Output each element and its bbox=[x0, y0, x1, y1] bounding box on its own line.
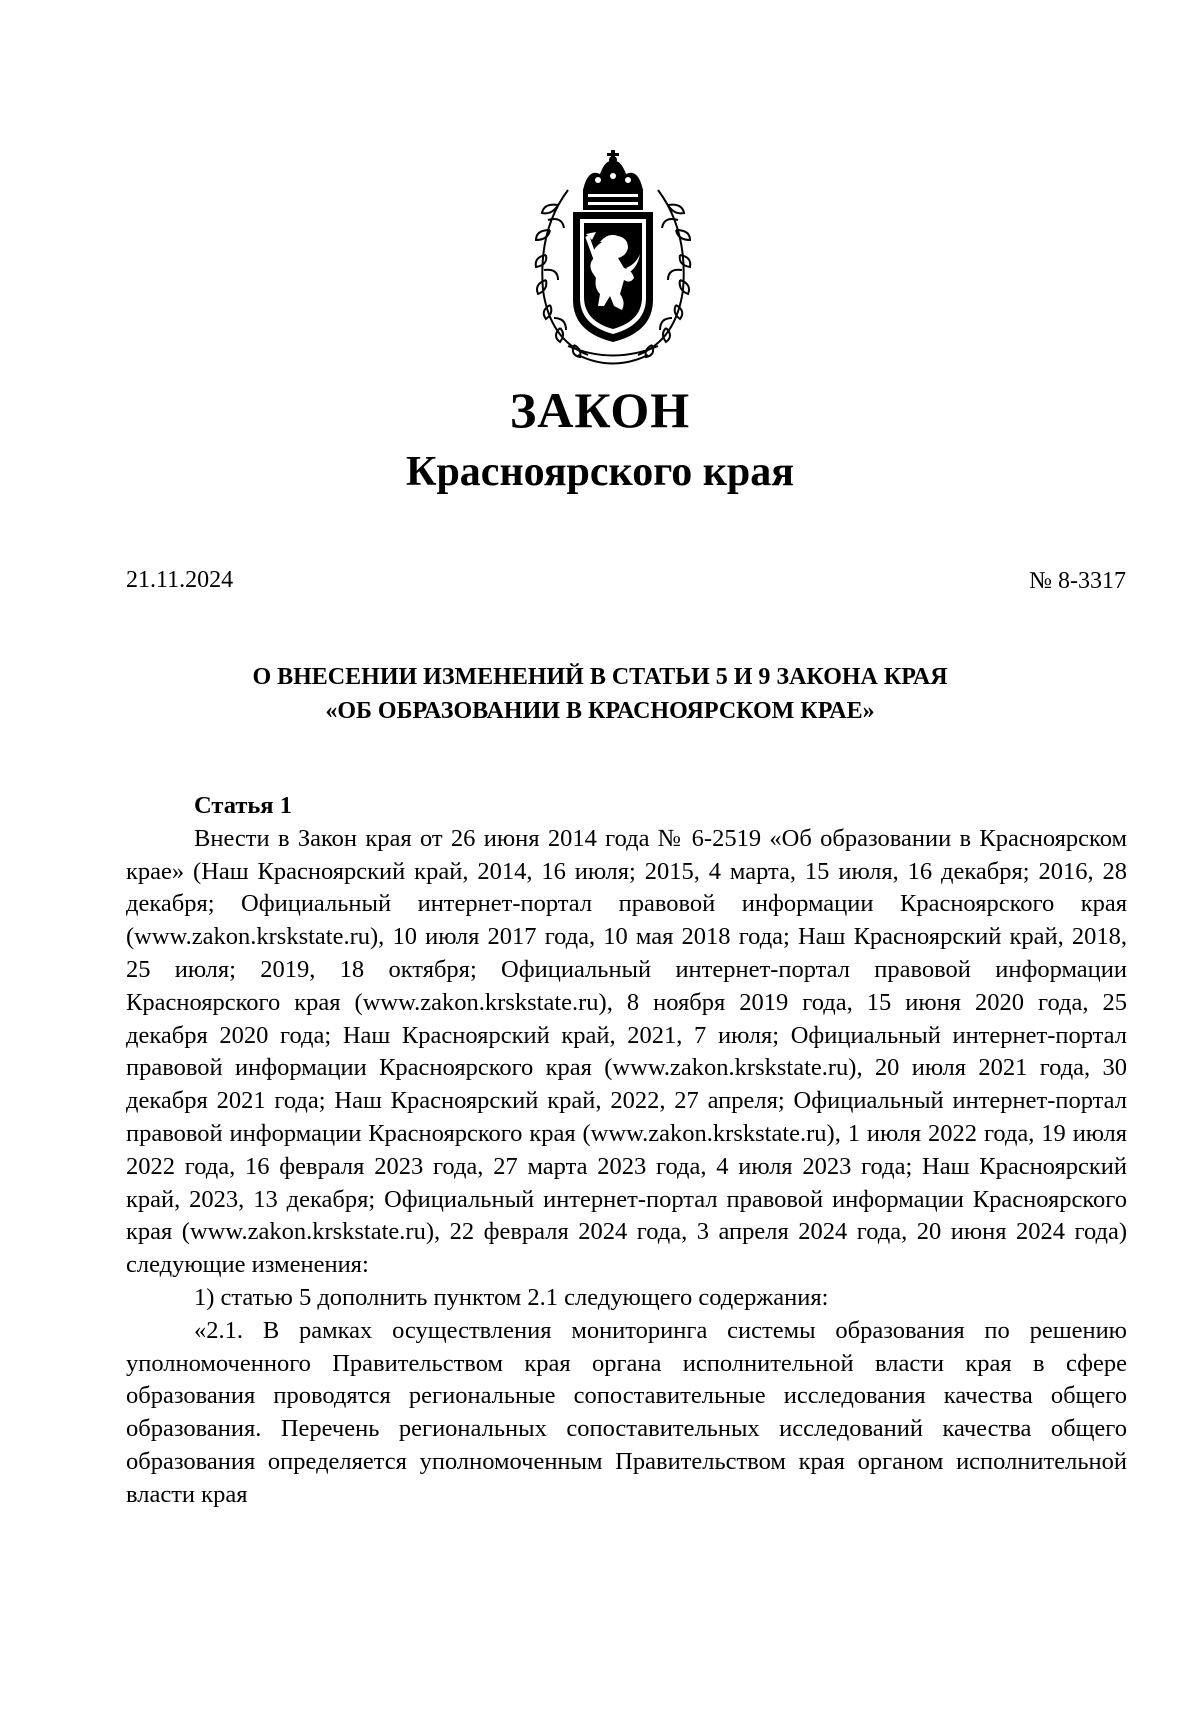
coat-of-arms-emblem bbox=[528, 150, 698, 375]
document-subtitle: Красноярского края bbox=[405, 449, 795, 495]
document-number: № 8-3317 bbox=[1029, 568, 1126, 594]
document-title: ЗАКОН bbox=[509, 382, 691, 438]
crown-icon bbox=[583, 150, 643, 210]
law-title bbox=[0, 660, 1200, 728]
article-paragraph: 1) статью 5 дополнить пунктом 2.1 следующего содержания: bbox=[194, 1283, 829, 1311]
article-heading: Статья 1 bbox=[194, 792, 292, 819]
document-date: 21.11.2024 bbox=[126, 567, 234, 593]
ribbon-icon bbox=[568, 346, 658, 364]
article-paragraph: Внести в Закон края от 26 июня 2014 года № 6-2519 «Об образовании в Красноярском крае» (Наш Красноярский край, 2014, 16 июля; 2015, 4 марта, 15 июля, 16 декабря; 2016, 28 декабря; Официальный интернет-портал правовой информации Красноярского края (www.zakon.krskstate.ru), 10 июля 2017 года, 10 мая 2018 года; Наш Красноярский край, 2018, 25 июля; 2019, 18 октября; Официальный интернет-портал правовой информации Красноярского края (www.zakon.krskstate.ru), 8 ноября 2019 года, 15 июня 2020 года, 25 декабря 2020 года; Наш Красноярский край, 2021, 7 июля; Официальный интернет-портал правовой информации Красноярского края (www.zakon.krskstate.ru), 20 июля 2021 года, 30 декабря 2021 года; Наш Красноярский край, 2022, 27 апреля; Официальный интернет-портал правовой информации Красноярского края (www.zakon.krskstate.ru), 1 июля 2022 года, 19 июля 2022 года, 16 февраля 2023 года, 27 марта 2023 года, 4 июля 2023 года; Наш Красноярский край, 2023, 13 декабря; Официальный интернет-портал правовой информации Красноярского края (www.zakon.krskstate.ru), 22 февраля 2024 года, 3 апреля 2024 года, 20 июня 2024 года) следующие изменения: bbox=[126, 824, 1127, 1279]
law-title-line-1: О ВНЕСЕНИИ ИЗМЕНЕНИЙ В СТАТЬИ 5 И 9 ЗАКОНА КРАЯ bbox=[252, 664, 948, 690]
article-paragraph: «2.1. В рамках осуществления мониторинга системы образования по решению уполномоченного Правительством края органа исполнительной власти края в сфере образования проводятся региональные сопоставительные исследования качества общего образования. Перечень региональных сопоставительных исследований качества общего образования определяется уполномоченным Правительством края органом исполнительной власти края bbox=[126, 1316, 1127, 1508]
article-body bbox=[126, 790, 1127, 1512]
law-title-line-2: «ОБ ОБРАЗОВАНИИ В КРАСНОЯРСКОМ КРАЕ» bbox=[325, 698, 875, 724]
